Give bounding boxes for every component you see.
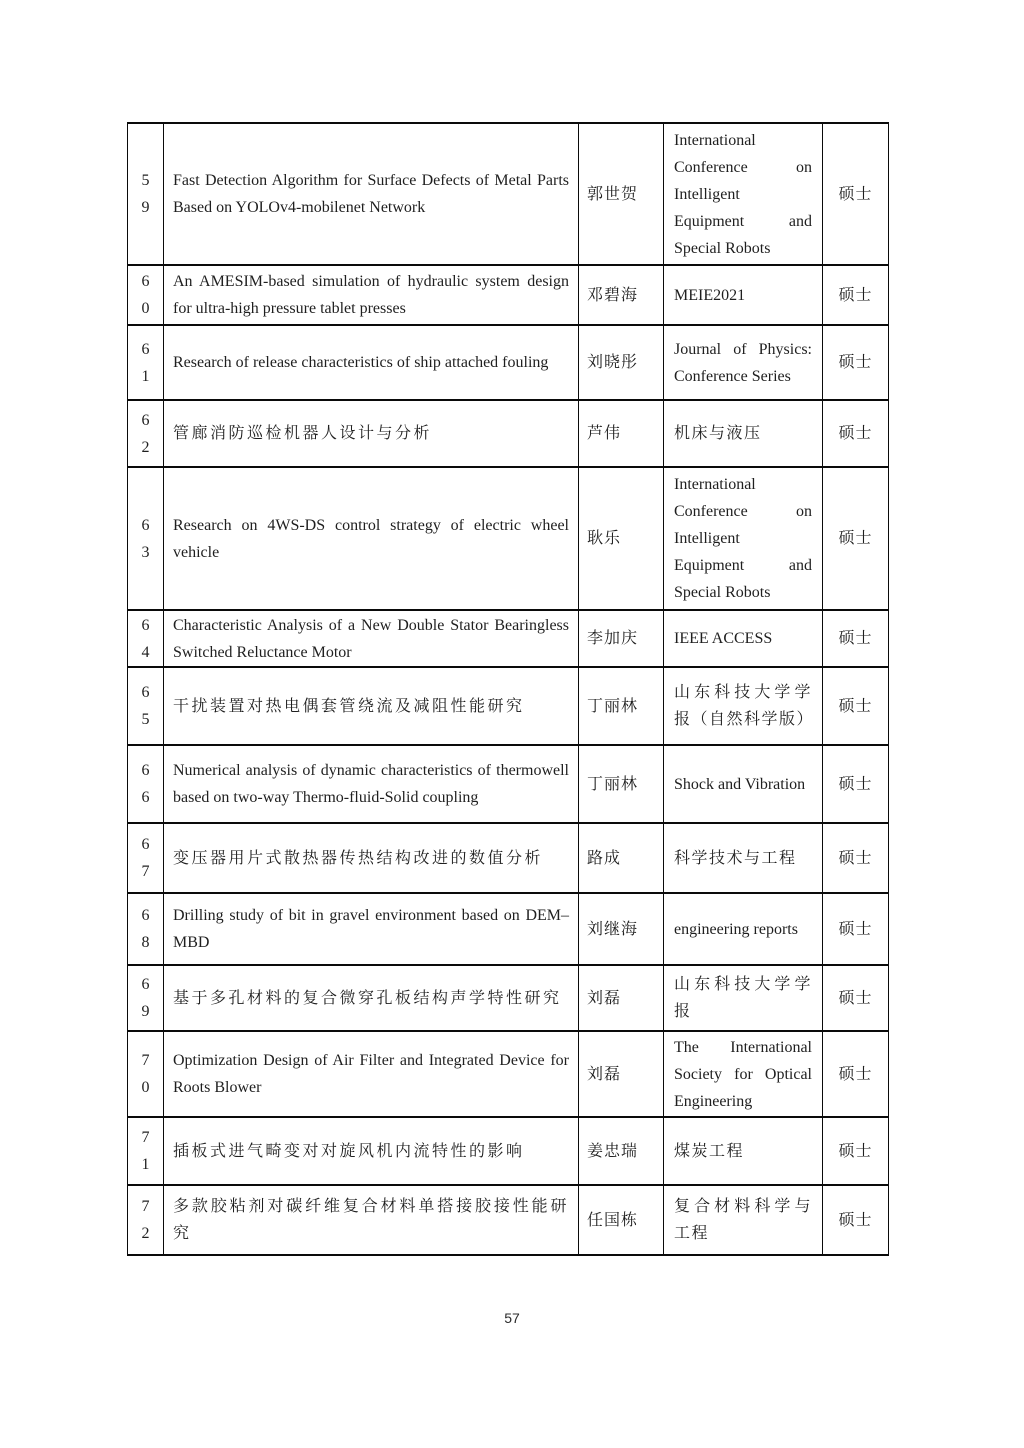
cell-paper-title: Drilling study of bit in gravel environment based on DEM–MBD	[164, 893, 579, 965]
cell-venue: 复合材料科学与工程	[664, 1185, 823, 1255]
cell-venue: 科学技术与工程	[664, 823, 823, 893]
cell-paper-title: 干扰装置对热电偶套管绕流及减阻性能研究	[164, 667, 579, 745]
table-row	[128, 400, 889, 467]
cell-degree: 硕士	[823, 823, 889, 893]
row-index: 60	[141, 273, 150, 317]
cell-degree: 硕士	[823, 745, 889, 823]
cell-degree: 硕士	[823, 400, 889, 467]
cell-venue: IEEE ACCESS	[664, 610, 823, 667]
table-row	[128, 893, 889, 965]
cell-degree: 硕士	[823, 610, 889, 667]
cell-degree: 硕士	[823, 265, 889, 325]
cell-venue: 山东科技大学学报（自然科学版）	[664, 667, 823, 745]
table-row	[128, 265, 889, 325]
cell-degree: 硕士	[823, 1117, 889, 1185]
cell-row-index	[128, 1117, 164, 1185]
cell-paper-title: 管廊消防巡检机器人设计与分析	[164, 400, 579, 467]
cell-author-name: 邓碧海	[579, 265, 664, 325]
row-index: 72	[141, 1198, 150, 1242]
cell-paper-title: Numerical analysis of dynamic characteristics of thermowell based on two-way Thermo-fluid-Solid coupling	[164, 745, 579, 823]
cell-paper-title: Research on 4WS-DS control strategy of electric wheel vehicle	[164, 467, 579, 610]
cell-author-name: 姜忠瑞	[579, 1117, 664, 1185]
cell-row-index	[128, 893, 164, 965]
cell-row-index	[128, 1185, 164, 1255]
cell-author-name: 郭世贺	[579, 123, 664, 265]
cell-degree: 硕士	[823, 325, 889, 400]
table-row	[128, 1031, 889, 1117]
cell-author-name: 丁丽林	[579, 745, 664, 823]
table-row	[128, 745, 889, 823]
row-index: 59	[141, 172, 150, 216]
publications-table	[127, 122, 889, 1256]
row-index: 64	[141, 616, 150, 661]
cell-paper-title: 插板式进气畸变对对旋风机内流特性的影响	[164, 1117, 579, 1185]
row-index: 71	[141, 1129, 150, 1173]
table-row	[128, 123, 889, 265]
cell-venue: Shock and Vibration	[664, 745, 823, 823]
row-index: 70	[141, 1052, 150, 1096]
cell-author-name: 芦伟	[579, 400, 664, 467]
row-index: 69	[141, 976, 150, 1020]
cell-degree: 硕士	[823, 467, 889, 610]
table-row	[128, 325, 889, 400]
cell-degree: 硕士	[823, 965, 889, 1031]
table-body	[128, 123, 889, 1255]
row-index: 63	[141, 516, 150, 561]
table-row	[128, 667, 889, 745]
cell-row-index	[128, 1031, 164, 1117]
cell-venue: The International Society for Optical Engineering	[664, 1031, 823, 1117]
cell-paper-title: 基于多孔材料的复合微穿孔板结构声学特性研究	[164, 965, 579, 1031]
cell-degree: 硕士	[823, 893, 889, 965]
cell-row-index	[128, 123, 164, 265]
cell-paper-title: 变压器用片式散热器传热结构改进的数值分析	[164, 823, 579, 893]
row-index: 67	[141, 836, 150, 880]
cell-row-index	[128, 667, 164, 745]
cell-author-name: 刘继海	[579, 893, 664, 965]
cell-author-name: 刘磊	[579, 965, 664, 1031]
cell-author-name: 刘晓彤	[579, 325, 664, 400]
table-row	[128, 823, 889, 893]
cell-venue: MEIE2021	[664, 265, 823, 325]
cell-author-name: 丁丽林	[579, 667, 664, 745]
cell-paper-title: 多款胶粘剂对碳纤维复合材料单搭接胶接性能研究	[164, 1185, 579, 1255]
table-row	[128, 610, 889, 667]
cell-venue: engineering reports	[664, 893, 823, 965]
cell-author-name: 路成	[579, 823, 664, 893]
cell-row-index	[128, 467, 164, 610]
cell-degree: 硕士	[823, 1031, 889, 1117]
row-index: 62	[141, 411, 150, 456]
cell-row-index	[128, 745, 164, 823]
page-number: 57	[504, 1310, 520, 1326]
cell-author-name: 任国栋	[579, 1185, 664, 1255]
cell-venue: International Conference on Intelligent Equipment and Special Robots	[664, 467, 823, 610]
cell-degree: 硕士	[823, 123, 889, 265]
row-index: 61	[141, 340, 150, 385]
cell-row-index	[128, 965, 164, 1031]
cell-row-index	[128, 400, 164, 467]
cell-paper-title: An AMESIM-based simulation of hydraulic system design for ultra-high pressure tablet presses	[164, 265, 579, 325]
cell-venue: International Conference on Intelligent Equipment and Special Robots	[664, 123, 823, 265]
cell-paper-title: Optimization Design of Air Filter and Integrated Device for Roots Blower	[164, 1031, 579, 1117]
table-row	[128, 467, 889, 610]
table-row	[128, 1117, 889, 1185]
cell-row-index	[128, 823, 164, 893]
cell-venue: Journal of Physics: Conference Series	[664, 325, 823, 400]
cell-paper-title: Fast Detection Algorithm for Surface Defects of Metal Parts Based on YOLOv4-mobilenet Network	[164, 123, 579, 265]
row-index: 68	[141, 907, 150, 951]
cell-author-name: 刘磊	[579, 1031, 664, 1117]
cell-degree: 硕士	[823, 1185, 889, 1255]
cell-row-index	[128, 610, 164, 667]
cell-row-index	[128, 325, 164, 400]
cell-author-name: 李加庆	[579, 610, 664, 667]
cell-paper-title: Characteristic Analysis of a New Double Stator Bearingless Switched Reluctance Motor	[164, 610, 579, 667]
cell-paper-title: Research of release characteristics of ship attached fouling	[164, 325, 579, 400]
table-row	[128, 965, 889, 1031]
cell-venue: 煤炭工程	[664, 1117, 823, 1185]
cell-row-index	[128, 265, 164, 325]
row-index: 65	[141, 684, 150, 728]
cell-venue: 山东科技大学学报	[664, 965, 823, 1031]
row-index: 66	[141, 762, 150, 806]
cell-venue: 机床与液压	[664, 400, 823, 467]
cell-author-name: 耿乐	[579, 467, 664, 610]
table-row	[128, 1185, 889, 1255]
cell-degree: 硕士	[823, 667, 889, 745]
